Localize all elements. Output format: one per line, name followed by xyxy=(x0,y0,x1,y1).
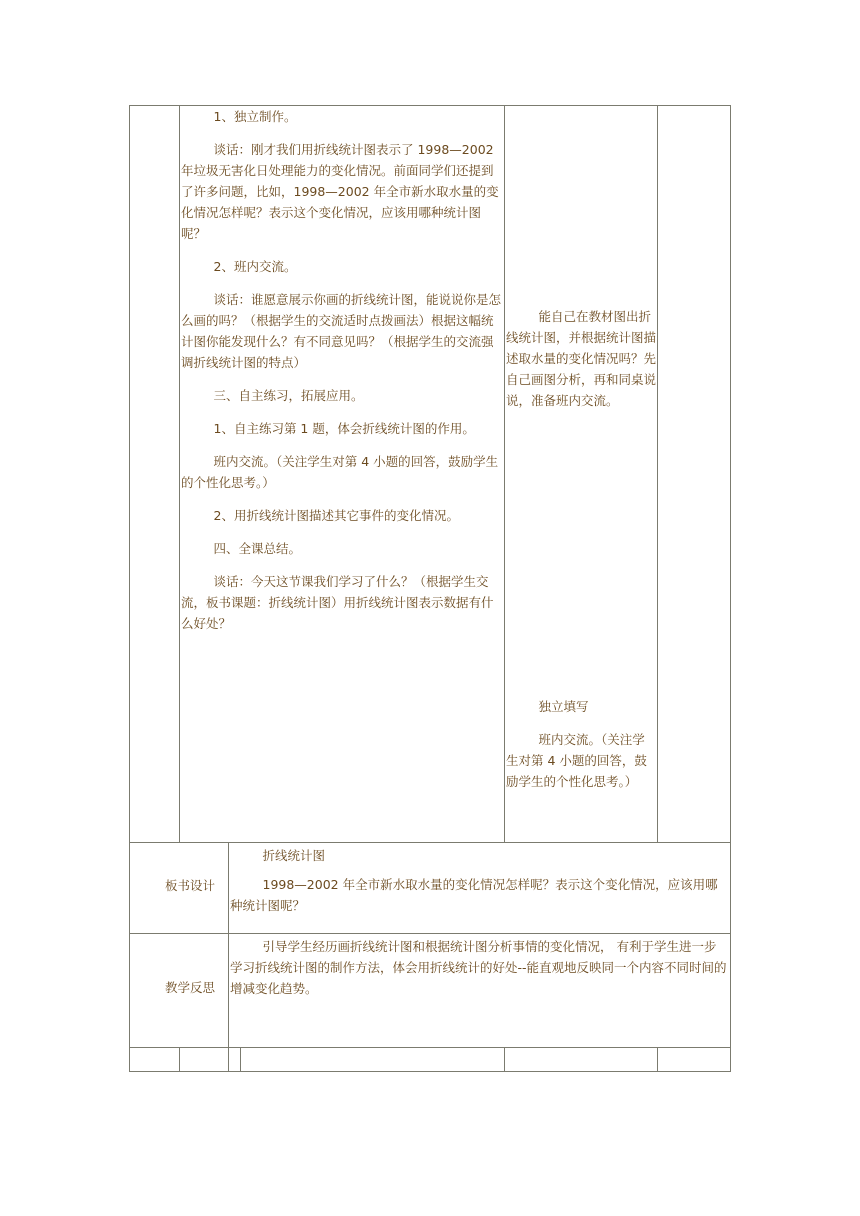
board-design-cell xyxy=(230,845,728,928)
col-divider-1 xyxy=(179,105,180,842)
practice-item-1: 1、自主练习第 1 题，体会折线统计图的作用。 xyxy=(213,421,475,436)
reflection-cell xyxy=(230,936,728,1011)
row-divider-reflection xyxy=(129,933,731,934)
student-activity-3: 班内交流。（关注学生对第 4 小题的回答，鼓励学生的个性化思考。） xyxy=(506,732,647,789)
talk-paragraph-1: 谈话：刚才我们用折线统计图表示了 1998—2002 年垃圾无害化日处理能力的变化情况。前面同学们还提到了许多问题，比如，1998—2002 年全市新水取水量的变化情况怎样呢？表示这个变化情况，应该用哪种统计图呢？ xyxy=(181,142,499,241)
reflection-text: 引导学生经历画折线统计图和根据统计图分析事情的变化情况， 有利于学生进一步学习折线统计图的制作方法，体会用折线统计的好处--能直观地反映同一个内容不同时间的增减变化趋势。 xyxy=(230,939,727,996)
step-class-exchange: 2、班内交流。 xyxy=(213,259,297,274)
section-practice-heading: 三、自主练习，拓展应用。 xyxy=(213,388,364,403)
row-divider-bottom-row xyxy=(129,1047,731,1048)
step-independent-drawing: 1、独立制作。 xyxy=(213,109,297,124)
table-border-bottom xyxy=(129,1071,731,1072)
student-activity-text xyxy=(506,306,656,423)
table-border-left xyxy=(129,105,130,1072)
row-divider-board xyxy=(129,842,731,843)
label-col-divider xyxy=(228,842,229,1047)
class-exchange-note: 班内交流。（关注学生对第 4 小题的回答，鼓励学生的个性化思考。） xyxy=(181,454,499,490)
col-divider-3 xyxy=(657,105,658,842)
table-border-right xyxy=(730,105,731,1072)
student-activity-lower xyxy=(506,696,656,804)
board-design-label: 板书设计 xyxy=(165,878,216,893)
student-activity-2: 独立填写 xyxy=(538,699,589,714)
section-summary-heading: 四、全课总结。 xyxy=(213,541,302,556)
bottom-row-divider-2 xyxy=(228,1047,229,1071)
talk-paragraph-3: 谈话：今天这节课我们学习了什么？（根据学生交流，板书课题：折线统计图）用折线统计图表示数据有什么好处？ xyxy=(181,574,494,631)
bottom-row-divider-1 xyxy=(179,1047,180,1071)
teaching-process-cell xyxy=(181,106,503,646)
bottom-row-divider-5 xyxy=(657,1047,658,1071)
board-text: 1998—2002 年全市新水取水量的变化情况怎样呢？表示这个变化情况，应该用哪种统计图呢？ xyxy=(230,877,718,913)
student-activity-1: 能自己在教材图出折线统计图，并根据统计图描述取水量的变化情况吗？先自己画图分析，再和同桌说说，准备班内交流。 xyxy=(506,309,657,408)
talk-paragraph-2: 谈话：谁愿意展示你画的折线统计图，能说说你是怎么画的吗？（根据学生的交流适时点拨画法）根据这幅统计图你能发现什么？有不同意见吗？（根据学生的交流强调折线统计图的特点） xyxy=(181,292,502,370)
bottom-row-divider-4 xyxy=(504,1047,505,1071)
col-divider-2 xyxy=(504,105,505,842)
reflection-label: 教学反思 xyxy=(165,980,216,995)
bottom-row-divider-3 xyxy=(240,1047,241,1071)
practice-item-2: 2、用折线统计图描述其它事件的变化情况。 xyxy=(213,508,459,523)
board-title: 折线统计图 xyxy=(262,848,326,863)
